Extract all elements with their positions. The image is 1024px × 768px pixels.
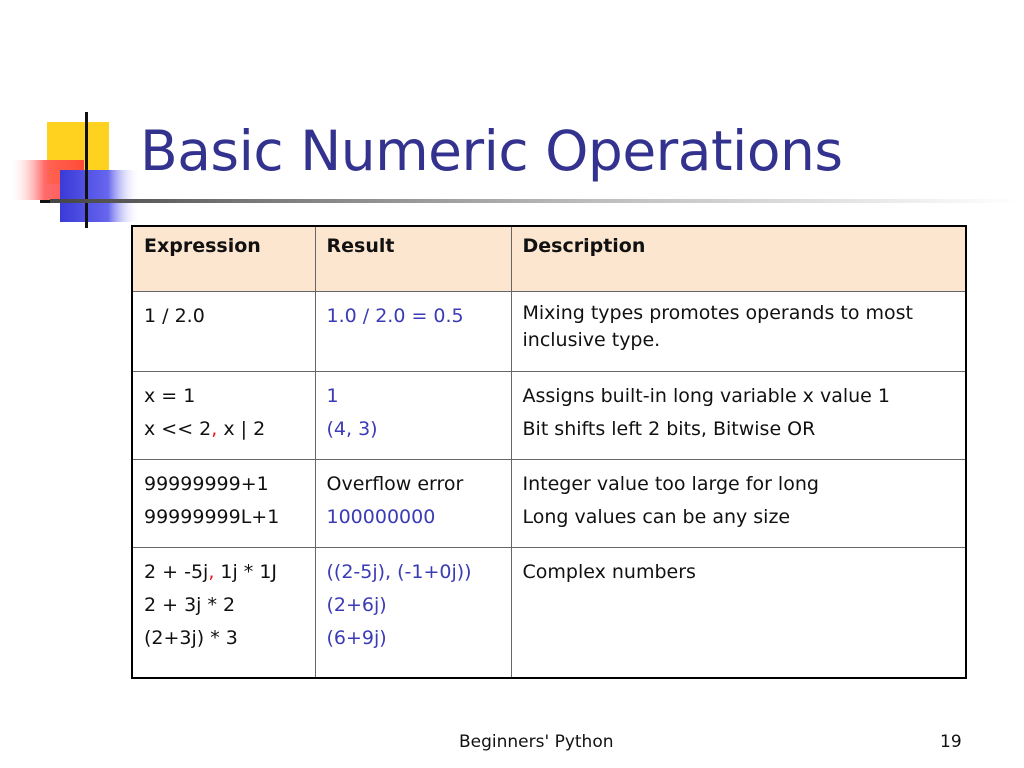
expression-line <box>144 300 305 333</box>
header-description: Description <box>511 226 966 292</box>
cell-description <box>511 460 966 548</box>
expression-text: 1j * 1J <box>214 561 278 583</box>
title-underline <box>50 199 1020 203</box>
expression-line <box>144 501 305 534</box>
result-text: (6+9j) <box>326 627 387 649</box>
expression-line <box>144 622 305 655</box>
table-row <box>132 548 966 678</box>
cell-result <box>315 372 511 460</box>
result-text: Overflow error <box>326 473 464 495</box>
cell-description <box>511 548 966 678</box>
expression-text: x = 1 <box>144 385 196 407</box>
expression-text: 2 + 3j * 2 <box>144 594 236 616</box>
description-line <box>523 380 956 413</box>
cell-result <box>315 460 511 548</box>
expression-text: 2 + -5j <box>144 561 209 583</box>
expression-text: (2+3j) * 3 <box>144 627 238 649</box>
description-line <box>523 556 956 589</box>
description-text: Assigns built-in long variable x value 1 <box>522 385 890 407</box>
result-line <box>327 556 501 589</box>
result-line <box>327 413 501 446</box>
expression-text: 1 / 2.0 <box>144 305 205 327</box>
footer-title: Beginners' Python <box>459 732 614 752</box>
cell-result <box>315 548 511 678</box>
result-line <box>327 300 501 333</box>
description-text: Complex numbers <box>522 561 696 583</box>
result-text: (2+6j) <box>326 594 387 616</box>
result-line <box>327 622 501 655</box>
description-line <box>523 501 956 534</box>
result-line <box>327 589 501 622</box>
expression-line <box>144 468 305 501</box>
table-header-row <box>132 226 966 292</box>
header-result: Result <box>315 226 511 292</box>
expression-text: 99999999L+1 <box>144 506 280 528</box>
description-text: Long values can be any size <box>522 506 791 528</box>
cell-expression <box>132 548 315 678</box>
table-row <box>132 460 966 548</box>
result-text: 1.0 / 2.0 = 0.5 <box>326 305 464 327</box>
expression-text: x | 2 <box>217 418 266 440</box>
expression-line <box>144 413 305 446</box>
table-row <box>132 372 966 460</box>
cell-description <box>511 292 966 372</box>
result-text: 1 <box>326 385 339 407</box>
cell-expression <box>132 372 315 460</box>
expression-line <box>144 380 305 413</box>
table-body <box>132 292 966 678</box>
description-text: Integer value too large for long <box>522 473 819 495</box>
description-text: Mixing types promotes operands to most inclusive type. <box>522 302 913 351</box>
result-text: ((2-5j), (-1+0j)) <box>326 561 472 583</box>
slide-title: Basic Numeric Operations <box>140 119 843 183</box>
expression-text: , <box>208 561 215 583</box>
page-number: 19 <box>940 732 962 752</box>
result-line <box>327 501 501 534</box>
description-line <box>523 300 956 354</box>
cell-expression <box>132 460 315 548</box>
result-text: (4, 3) <box>326 418 378 440</box>
cell-expression <box>132 292 315 372</box>
expression-text: 99999999+1 <box>144 473 269 495</box>
table-row <box>132 292 966 372</box>
cell-description <box>511 372 966 460</box>
slide-logo-decoration <box>0 100 150 240</box>
cell-result <box>315 292 511 372</box>
description-line <box>523 468 956 501</box>
expression-text: , <box>211 418 218 440</box>
expression-text: x << 2 <box>144 418 212 440</box>
result-line <box>327 380 501 413</box>
result-text: 100000000 <box>326 506 436 528</box>
expression-line <box>144 556 305 589</box>
operations-table <box>131 225 967 679</box>
description-line <box>523 413 956 446</box>
expression-line <box>144 589 305 622</box>
result-line <box>327 468 501 501</box>
description-text: Bit shifts left 2 bits, Bitwise OR <box>522 418 816 440</box>
header-expression: Expression <box>132 226 315 292</box>
